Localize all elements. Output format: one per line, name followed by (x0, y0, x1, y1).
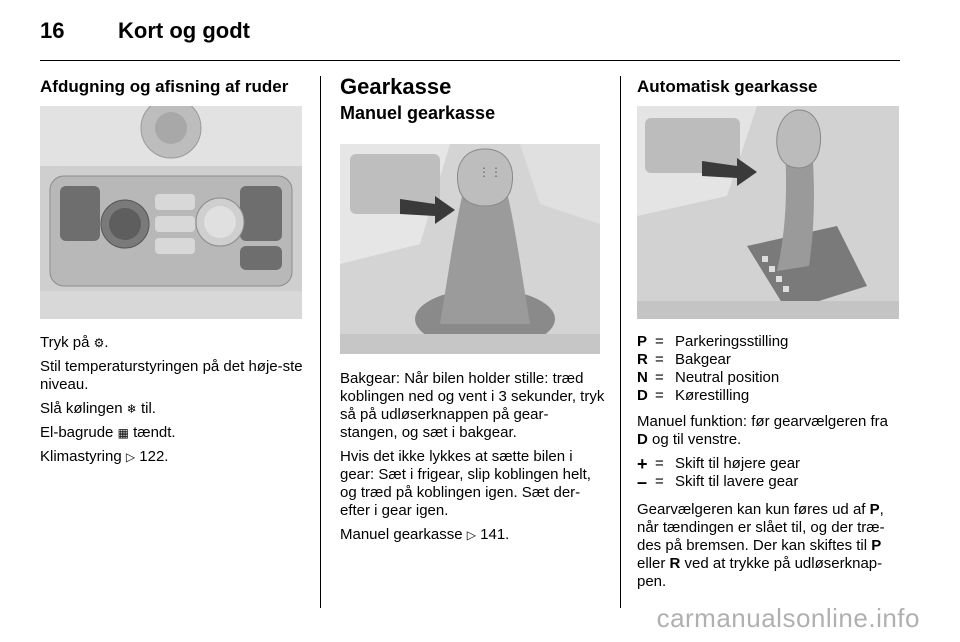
defog-step-5: Klimastyring ▷ 122. (40, 448, 169, 465)
defog-step-2: Stil temperaturstyringen på det høje-ste niveau. (40, 358, 303, 393)
manual-gearstick-photo (340, 144, 600, 354)
gear-position-list (637, 333, 902, 405)
page-number: 16 (40, 18, 65, 43)
selector-release-instructions: Gearvælgeren kan kun føres ud af P, når tændingen er slået til, og der træ-des på bremsen. Der kan skiftes til P eller R ved at trykke på udløserknap-pen. (637, 501, 885, 590)
column-defog (40, 78, 305, 96)
column-automatic-text (637, 333, 902, 597)
watermark: carmanualsonline.info (656, 603, 920, 633)
list-item: P = Parkeringsstilling (637, 333, 789, 350)
column-divider-2 (620, 76, 621, 608)
page-reference-icon: ▷ (466, 528, 476, 542)
header-rule (40, 60, 900, 61)
column-divider-1 (320, 76, 321, 608)
column-defog-text (40, 334, 305, 472)
column-gearbox (340, 74, 605, 123)
section-heading-automatic: Automatisk gearkasse (637, 77, 818, 96)
list-item: D = Kørestilling (637, 387, 750, 404)
list-item: + = Skift til højere gear (637, 454, 801, 474)
automatic-gearstick-photo (637, 106, 899, 319)
manual-mode-instructions: Manuel funktion: før gearvælgeren fra D og til venstre. (637, 413, 888, 448)
defog-step-4: El-bagrude ▦ tændt. (40, 424, 176, 441)
reverse-gear-instructions: Bakgear: Når bilen holder stille: træd koblingen ned og vent i 3 sekunder, tryk så på udløserknappen på gear-stangen, og sæt i bakgear. (340, 370, 605, 441)
column-gearbox-text (340, 370, 605, 550)
section-heading-defog: Afdugning og afisning af ruder (40, 77, 289, 96)
climate-control-photo (40, 106, 302, 319)
svg-text:⋮⋮: ⋮⋮ (478, 165, 502, 179)
list-item: R = Bakgear (637, 351, 731, 368)
plus-icon: + (637, 454, 648, 474)
list-item: – = Skift til lavere gear (637, 472, 799, 492)
minus-icon: – (637, 472, 648, 492)
gear-engage-tip: Hvis det ikke lykkes at sætte bilen i gear: Sæt i frigear, slip koblingen helt, og træd på koblingen igen. Sæt der-efter i gear igen. (340, 448, 591, 519)
list-item: N = Neutral position (637, 369, 780, 386)
page-title: Kort og godt (118, 18, 250, 43)
ac-snowflake-icon: ❄ (126, 402, 137, 416)
subheading-manual-gearbox: Manuel gearkasse (340, 103, 496, 123)
section-heading-gearbox: Gearkasse (340, 74, 452, 99)
defrost-icon: ⚙ (93, 336, 105, 350)
rear-window-heater-icon: ▦ (117, 426, 129, 440)
page-reference-icon: ▷ (125, 450, 136, 464)
manual-gearbox-reference: Manuel gearkasse ▷ 141. (340, 526, 510, 543)
defog-step-1: Tryk på ⚙. (40, 334, 109, 351)
shift-list (637, 455, 902, 491)
defog-step-3: Slå kølingen ❄ til. (40, 400, 156, 417)
column-automatic (637, 78, 902, 96)
